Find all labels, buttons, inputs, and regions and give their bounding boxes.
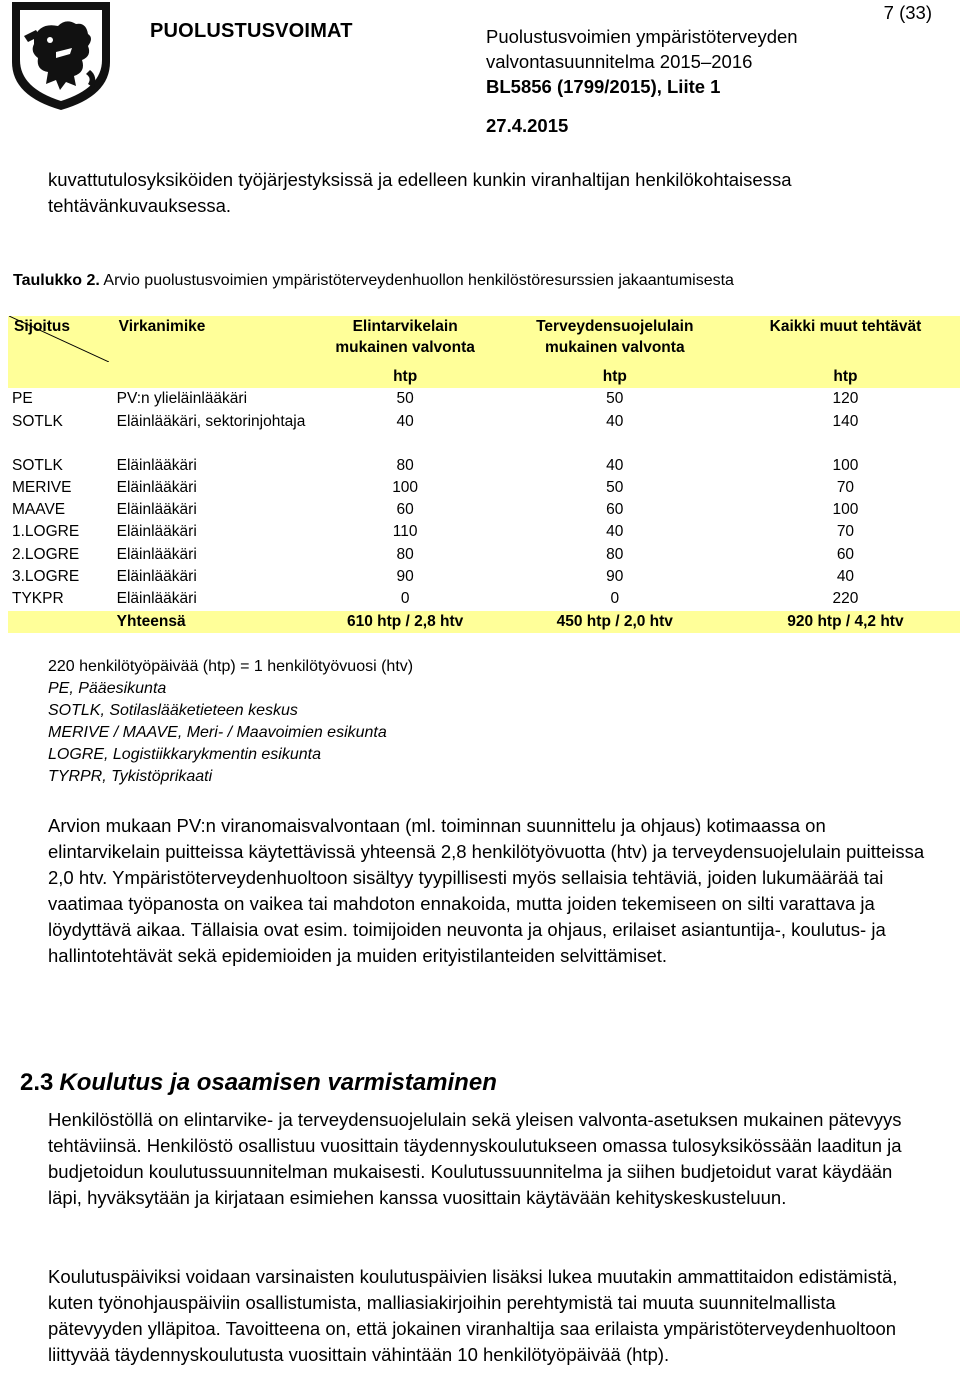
table-header-row-cell: Kaikki muut tehtävät <box>731 316 960 366</box>
note-line: LOGRE, Logistiikkarykmentin esikunta <box>48 746 321 763</box>
table-row <box>8 544 960 566</box>
table-row-cell: Eläinlääkäri, sektorinjohtaja <box>116 412 306 430</box>
table-row-cell: Eläinlääkäri <box>116 545 197 563</box>
table-row-cell: 3.LOGRE <box>12 568 80 586</box>
table-row-cell: 100 <box>832 501 859 519</box>
table-row <box>8 477 960 499</box>
document-id: BL5856 (1799/2015), Liite 1 <box>486 76 721 97</box>
table-row-cell: 110 <box>392 523 418 541</box>
table-row-cell: SOTLK <box>12 456 63 474</box>
table-row-cell: 2.LOGRE <box>12 545 80 563</box>
table-row-cell: Eläinlääkäri <box>116 478 197 496</box>
table-row-cell: TYKPR <box>12 590 64 608</box>
header-diagonal-line <box>9 316 109 362</box>
abbreviation-notes <box>48 656 413 788</box>
table-total-row-cell <box>8 611 113 633</box>
table-row-cell: 90 <box>606 568 624 586</box>
document-title-line-2: valvontasuunnitelma 2015–2016 <box>486 51 753 72</box>
table-caption-text: Arvio puolustusvoimien ympäristöterveydenhuollon henkilöstöresurssien jakaantumisesta <box>99 272 734 289</box>
table-unit-row-cell <box>113 366 312 388</box>
table-row-cell: 40 <box>606 523 624 541</box>
table-row-cell: 90 <box>396 568 414 586</box>
table-row <box>8 588 960 610</box>
table-row-cell: 120 <box>832 390 859 408</box>
table-row <box>8 566 960 588</box>
organization-name: PUOLUSTUSVOIMAT <box>150 20 353 42</box>
note-line: 220 henkilötyöpäivää (htp) = 1 henkilötyövuosi (htv) <box>48 658 414 675</box>
table-unit-row-cell: htp <box>731 366 960 388</box>
table-total-row-cell: 610 htp / 2,8 htv <box>312 611 499 633</box>
table-header-row <box>8 316 960 366</box>
document-title-line-1: Puolustusvoimien ympäristöterveyden <box>486 26 798 47</box>
table-row-cell: Eläinlääkäri <box>116 568 197 586</box>
table-caption <box>13 272 734 290</box>
table-row-cell: 0 <box>400 590 410 608</box>
table-row-cell: 80 <box>396 545 414 563</box>
table-row-cell: Eläinlääkäri <box>116 523 197 541</box>
table-row-cell: 40 <box>396 412 414 430</box>
table-row-cell: Eläinlääkäri <box>116 456 197 474</box>
estimate-paragraph: Arvion mukaan PV:n viranomaisvalvontaan (ml. toiminnan suunnittelu ja ohjaus) kotimaassa on elintarvikelain puitteissa käytettävissä yhteensä 2,8 henkilötyövuotta (htv) ja terveydensuojelulain puitteissa 2,0 htv. Ympäristöterveydenhuoltoon sisältyy tyypillisesti myös sellaisia tehtäviä, joiden lukumäärää tai vaatimaa työpanosta on vaikea tai mahdoton ennakoida, mutta joiden tekemiseen on silti varattava ja löydyttävä aikaa. Tällaisia ovat esim. toimijoiden neuvonta ja ohjaus, erilaiset asiantuntija-, koulutus- ja hallintotehtävät sekä epidemioiden ja muiden erityistilanteiden selvittämiset. <box>48 815 925 966</box>
intro-paragraph: kuvattutulosyksiköiden työjärjestyksissä ja edelleen kunkin viranhaltijan henkilökohtaisessa tehtävänkuvauksessa. <box>48 169 792 216</box>
table-row-cell: 100 <box>832 456 859 474</box>
table-row-cell: 60 <box>836 545 855 563</box>
section-number: 2.3 <box>20 1069 54 1096</box>
table-row-cell: 40 <box>836 568 855 586</box>
table-unit-row-cell: htp <box>499 366 731 388</box>
table-row-cell: 80 <box>396 456 414 474</box>
table-row-cell: 140 <box>832 412 859 430</box>
table-row-cell: 70 <box>836 523 855 541</box>
section-title: Koulutus ja osaamisen varmistaminen <box>59 1069 497 1096</box>
table-row-cell: 50 <box>396 390 414 408</box>
table-header-row-cell: Virkanimike <box>113 316 312 366</box>
table-row-cell: MAAVE <box>12 501 66 519</box>
table-row-cell: 1.LOGRE <box>12 523 80 541</box>
table-total-row-cell: 920 htp / 4,2 htv <box>731 611 960 633</box>
table-row-cell: 80 <box>606 545 624 563</box>
table-row-cell: Eläinlääkäri <box>116 501 197 519</box>
note-line: SOTLK, Sotilaslääketieteen keskus <box>48 702 298 719</box>
table-row <box>8 455 960 477</box>
note-line: TYRPR, Tykistöprikaati <box>48 768 213 785</box>
table-row-cell: PV:n ylieläinlääkäri <box>116 390 248 408</box>
document-title-block <box>486 24 798 99</box>
lion-coat-of-arms-logo <box>6 0 116 112</box>
table-row-cell: 40 <box>606 412 624 430</box>
table-unit-row <box>8 366 960 388</box>
page-number: 7 (33) <box>883 2 932 23</box>
table-row-cell: 100 <box>392 478 419 496</box>
table-row-cell: MERIVE <box>12 478 72 496</box>
table-total-row-cell: Yhteensä <box>113 611 312 633</box>
table-row-cell: 60 <box>396 501 414 519</box>
table-row-cell: PE <box>12 390 33 408</box>
table-total-row-cell: 450 htp / 2,0 htv <box>499 611 731 633</box>
table-row-cell: 50 <box>606 390 624 408</box>
table-row-cell: Eläinlääkäri <box>116 590 197 608</box>
note-line: MERIVE / MAAVE, Meri- / Maavoimien esikunta <box>48 724 387 741</box>
staff-resource-table <box>8 316 960 633</box>
table-unit-row-cell: htp <box>312 366 499 388</box>
section-heading <box>20 1069 497 1097</box>
table-row-cell: 60 <box>606 501 624 519</box>
table-row-cell: 220 <box>832 590 859 608</box>
table-row-cell: 40 <box>606 456 624 474</box>
table-row <box>8 388 960 410</box>
table-row <box>8 411 960 455</box>
table-header-row-cell: Elintarvikelain mukainen valvonta <box>312 316 499 366</box>
table-row <box>8 521 960 543</box>
table-unit-row-cell <box>8 366 113 388</box>
table-row-cell: SOTLK <box>12 412 63 430</box>
table-row <box>8 499 960 521</box>
table-row-cell: 0 <box>610 590 620 608</box>
document-date: 27.4.2015 <box>486 115 569 136</box>
table-row-cell: 50 <box>606 478 624 496</box>
table-header-row-cell: Sijoitus <box>8 316 113 366</box>
table-header-row-cell: Terveydensuojelulain mukainen valvonta <box>499 316 731 366</box>
training-paragraph-1: Henkilöstöllä on elintarvike- ja terveydensuojelulain sekä yleisen valvonta-asetuksen mukainen pätevyys tehtäviinsä. Henkilöstö osallistuu vuosittain täydennyskoulutukseen omassa tulosyksikössään laaditun ja budjetoidun koulutussuunnitelman mukaisesti. Koulutussuunnitelma ja siihen budjetoidut varat käydään läpi, hyväksytään ja kirjataan esimiehen kanssa vuosittain käytävään kehityskeskusteluun. <box>48 1109 902 1208</box>
table-total-row <box>8 611 960 633</box>
table-caption-label: Taulukko 2. <box>13 272 100 289</box>
note-line: PE, Pääesikunta <box>48 680 167 697</box>
training-paragraph-2: Koulutuspäiviksi voidaan varsinaisten koulutuspäivien lisäksi lukea muutakin ammattitaidon edistämistä, kuten työnohjauspäiviin osallistumista, malliasiakirjoihin perehtymistä tai muuta suunnitelmallista pätevyyden ylläpitoa. Tavoitteena on, että jokainen viranhaltija saa erilaista ympäristöterveydenhuoltoon liittyvää täydennyskoulutusta vuosittain vähintään 10 henkilötyöpäivää (htp). <box>48 1266 898 1365</box>
table-row-cell: 70 <box>836 478 855 496</box>
